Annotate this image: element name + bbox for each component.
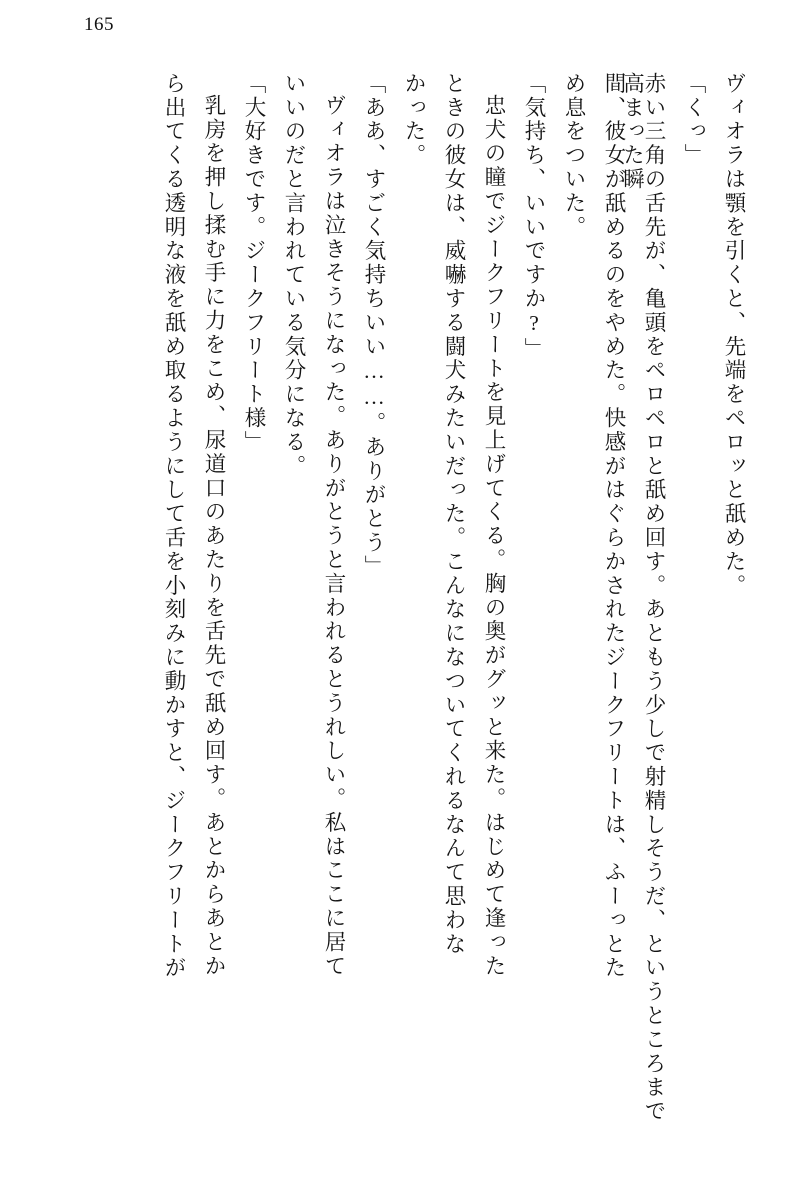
- text-column: ヴィオラは泣きそうになった。ありがとうと言われるとうれしい。私はここに居て: [322, 94, 346, 979]
- text-column: 「くっ」: [682, 72, 706, 168]
- text-column: 間、彼女が舐めるのをやめた。快感がはぐらかされたジークフリートは、ふーっとた: [602, 72, 626, 981]
- text-column: 「ああ、すごく気持ちいい……。ありがとう」: [362, 72, 386, 579]
- text-column: ときの彼女は、威嚇する闘犬みたいだった。こんなになついてくれるなんて思わな: [442, 72, 466, 957]
- text-column: 赤い三角の舌先が、亀頭をペロペロと舐め回す。あともう少しで射精しそうだ、というところまで高まった瞬: [620, 72, 666, 1124]
- text-column: 忠犬の瞳でジークフリートを見上げてくる。胸の奥がグッと来た。はじめて逢った: [482, 94, 506, 979]
- text-column: かった。: [402, 72, 426, 168]
- text-column: ヴィオラは顎を引くと、先端をペロッと舐めた。: [722, 72, 746, 598]
- text-column: め息をついた。: [562, 72, 586, 240]
- text-column: 「気持ち、いいですか?」: [522, 72, 546, 362]
- text-column: 「大好きです。ジークフリート様」: [242, 72, 266, 455]
- text-column: ら出てくる透明な液を舐め取るようにして舌を小刻みに動かすと、ジークフリートが: [162, 72, 186, 981]
- vertical-text-body: [50, 72, 744, 1152]
- text-column: 乳房を押し揉む手に力をこめ、尿道口のあたりを舌先で舐め回す。あとからあとか: [202, 94, 226, 979]
- page-number: 165: [84, 14, 114, 35]
- text-column: いいのだと言われている気分になる。: [282, 72, 306, 479]
